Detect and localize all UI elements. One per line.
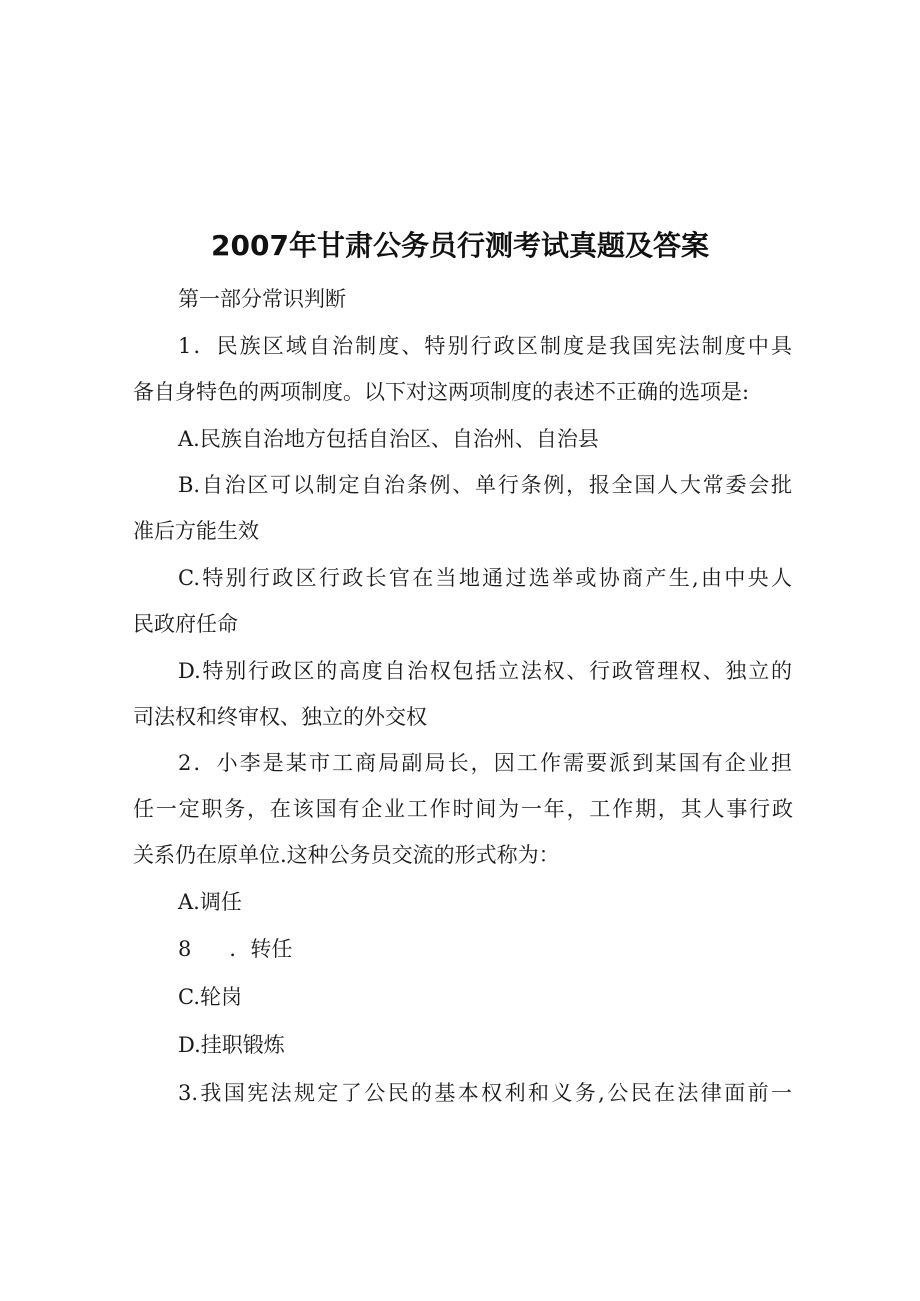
question-1-option-c-line-2: 民政府任命 [133,612,238,636]
question-2-option-a: A.调任 [178,890,242,914]
question-2-option-b-prefix: 8 [178,937,192,961]
question-2-option-b [178,934,292,964]
question-1-option-c-line-1: C.特别行政区行政长官在当地通过选举或协商产生,由中央人 [178,566,792,590]
question-1-option-b-line-1: B.自治区可以制定自治条例、单行条例，报全国人大常委会批 [178,473,792,497]
question-1-option-a: A.民族自治地方包括自治区、自治州、自治县 [178,427,599,451]
question-1-option-d-line-1: D.特别行政区的高度自治权包括立法权、行政管理权、独立的 [178,659,792,683]
question-2-option-c: C.轮岗 [178,985,242,1009]
question-1-stem-line-1: 1．民族区域自治制度、特别行政区制度是我国宪法制度中具 [178,334,792,358]
document-title: 2007年甘肃公务员行测考试真题及答案 [211,229,709,262]
question-2-stem-line-3: 关系仍在原单位.这种公务员交流的形式称为： [133,843,560,867]
section-heading: 第一部分常识判断 [178,287,346,311]
question-1-option-d-line-2: 司法权和终审权、独立的外交权 [133,705,427,729]
question-1-stem-line-2: 备自身特色的两项制度。以下对这两项制度的表述不正确的选项是: [133,380,750,404]
question-3-stem-line-1: 3.我国宪法规定了公民的基本权利和义务,公民在法律面前一 [178,1081,792,1105]
question-1-option-b-line-2: 准后方能生效 [133,519,259,543]
question-2-option-d: D.挂职锻炼 [178,1033,285,1057]
question-2-stem-line-2: 任一定职务，在该国有企业工作时间为一年，工作期，其人事行政 [133,797,793,821]
question-2-option-b-text: ．转任 [229,937,293,961]
question-2-stem-line-1: 2．小李是某市工商局副局长，因工作需要派到某国有企业担 [178,751,792,775]
